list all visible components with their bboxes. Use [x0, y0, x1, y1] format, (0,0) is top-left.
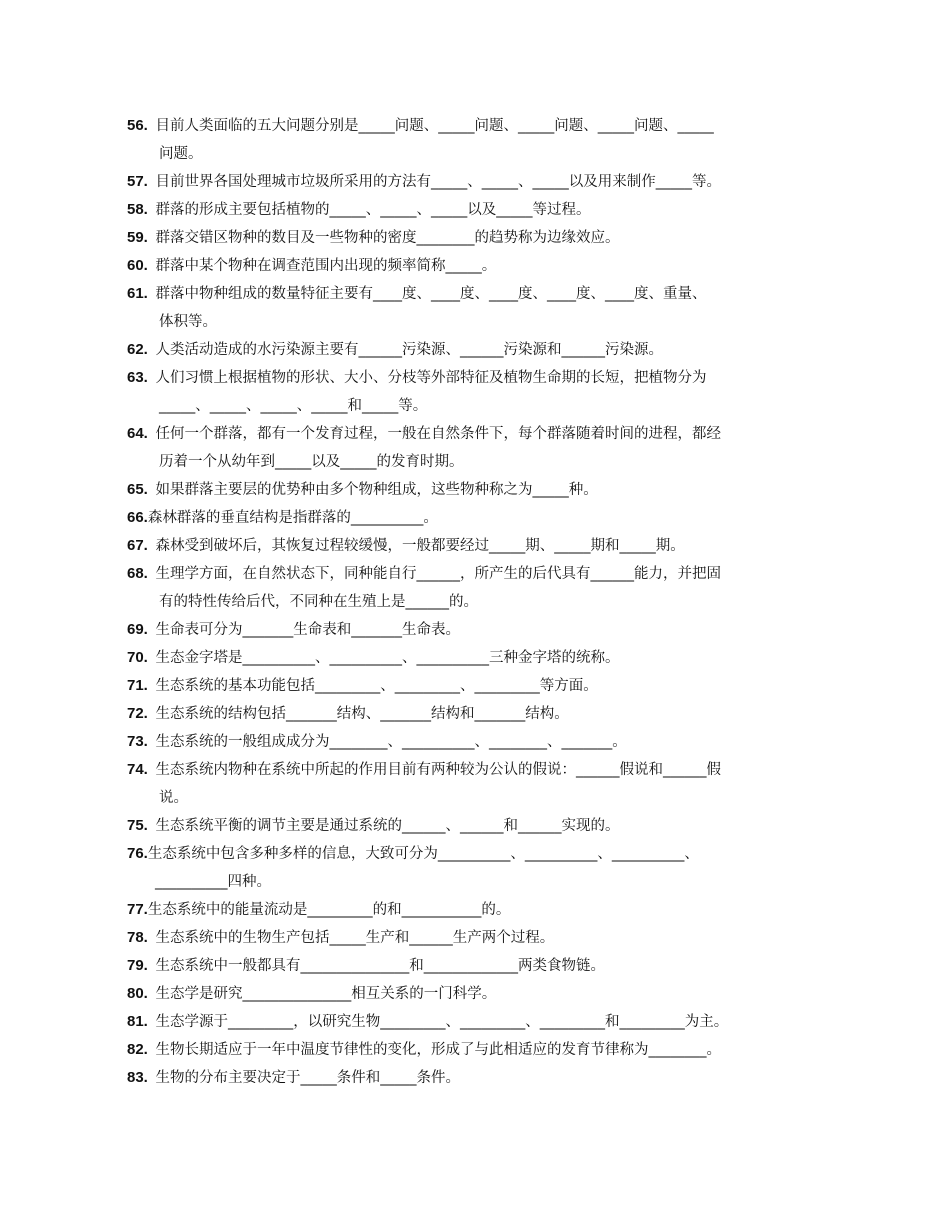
question-number: 75.: [127, 817, 148, 834]
question-text: 群落交错区物种的数目及一些物种的密度________的趋势称为边缘效应。: [155, 230, 620, 246]
question-text: 目前世界各国处理城市垃圾所采用的方法有_____、_____、_____以及用来制作_____等。: [155, 174, 721, 190]
question-number: 67.: [127, 537, 148, 554]
question-number: 83.: [127, 1069, 148, 1086]
question-75: [127, 812, 827, 840]
question-number: 68.: [127, 565, 148, 582]
question-text: 群落中物种组成的数量特征主要有____度、____度、____度、____度、____度、重量、: [155, 286, 707, 302]
question-73: [127, 728, 827, 756]
question-text: 群落的形成主要包括植物的_____、_____、_____以及_____等过程。: [155, 202, 591, 218]
question-text: 生态系统内物种在系统中所起的作用目前有两种较为公认的假说：______假说和______假: [155, 762, 721, 778]
question-text: 生态系统的结构包括_______结构、_______结构和_______结构。: [155, 706, 569, 722]
question-text: 生态系统中的生物生产包括_____生产和______生产两个过程。: [155, 930, 555, 946]
question-text: 群落中某个物种在调查范围内出现的频率简称_____。: [155, 258, 497, 274]
question-text-continued: 体积等。: [159, 314, 217, 330]
question-83: [127, 1064, 827, 1092]
question-66: [127, 504, 827, 532]
question-number: 72.: [127, 705, 148, 722]
question-text: 任何一个群落，都有一个发育过程，一般在自然条件下，每个群落随着时间的进程，都经: [155, 426, 721, 442]
question-number: 69.: [127, 621, 148, 638]
question-text: 人类活动造成的水污染源主要有______污染源、______污染源和______污染源。: [155, 342, 663, 358]
question-number: 62.: [127, 341, 148, 358]
question-number: 80.: [127, 985, 148, 1002]
question-74: [127, 756, 827, 812]
question-number: 60.: [127, 257, 148, 274]
question-number: 58.: [127, 201, 148, 218]
question-text: 生理学方面，在自然状态下，同种能自行______，所产生的后代具有______能力，并把固: [155, 566, 721, 582]
question-number: 66.: [127, 509, 148, 526]
question-number: 74.: [127, 761, 148, 778]
question-text: 生态系统中包含多种多样的信息，大致可分为__________、__________、__________、: [147, 846, 699, 862]
question-number: 65.: [127, 481, 148, 498]
question-60: [127, 252, 827, 280]
question-70: [127, 644, 827, 672]
question-77: [127, 896, 827, 924]
question-64: [127, 420, 827, 476]
question-text: 生物的分布主要决定于_____条件和_____条件。: [155, 1070, 460, 1086]
question-text-continued: __________四种。: [155, 874, 271, 890]
question-82: [127, 1036, 827, 1064]
question-63: [127, 364, 827, 420]
question-number: 77.: [127, 901, 148, 918]
question-78: [127, 924, 827, 952]
question-text: 生命表可分为_______生命表和_______生命表。: [155, 622, 460, 638]
question-61: [127, 280, 827, 336]
question-text: 生态金字塔是__________、__________、__________三种金字塔的统称。: [155, 650, 620, 666]
question-text: 森林群落的垂直结构是指群落的__________。: [147, 510, 438, 526]
question-text: 生态系统中的能量流动是_________的和___________的。: [147, 902, 511, 918]
question-text-continued: 问题。: [159, 146, 203, 162]
question-text: 目前人类面临的五大问题分别是_____问题、_____问题、_____问题、_____问题、_____: [155, 118, 714, 134]
question-76: [127, 840, 827, 896]
question-text-continued: 有的特性传给后代，不同种在生殖上是______的。: [159, 594, 478, 610]
question-68: [127, 560, 827, 616]
question-text: 生物长期适应于一年中温度节律性的变化，形成了与此相适应的发育节律称为________。: [155, 1042, 721, 1058]
question-65: [127, 476, 827, 504]
question-number: 81.: [127, 1013, 148, 1030]
question-59: [127, 224, 827, 252]
question-text-continued: _____、_____、_____、_____和_____等。: [159, 398, 428, 414]
question-79: [127, 952, 827, 980]
question-62: [127, 336, 827, 364]
question-text: 生态系统的基本功能包括_________、_________、_________等方面。: [155, 678, 598, 694]
question-number: 57.: [127, 173, 148, 190]
question-number: 61.: [127, 285, 148, 302]
question-text: 生态系统的一般组成成分为________、__________、________、_______。: [155, 734, 627, 750]
question-text: 森林受到破坏后，其恢复过程较缓慢，一般都要经过_____期、_____期和_____期。: [155, 538, 685, 554]
question-number: 64.: [127, 425, 148, 442]
question-81: [127, 1008, 827, 1036]
question-number: 73.: [127, 733, 148, 750]
question-57: [127, 168, 827, 196]
question-text: 生态系统平衡的调节主要是通过系统的______、______和______实现的。: [155, 818, 620, 834]
question-58: [127, 196, 827, 224]
question-number: 59.: [127, 229, 148, 246]
question-text: 生态学是研究_______________相互关系的一门科学。: [155, 986, 497, 1002]
question-text: 生态学源于_________，以研究生物_________、_________、_________和_________为主。: [155, 1014, 729, 1030]
question-text-continued: 历着一个从幼年到_____以及_____的发育时期。: [159, 454, 464, 470]
question-number: 82.: [127, 1041, 148, 1058]
question-number: 78.: [127, 929, 148, 946]
question-71: [127, 672, 827, 700]
question-number: 76.: [127, 845, 148, 862]
question-text: 人们习惯上根据植物的形状、大小、分枝等外部特征及植物生命期的长短，把植物分为: [155, 370, 707, 386]
question-number: 71.: [127, 677, 148, 694]
question-67: [127, 532, 827, 560]
question-number: 70.: [127, 649, 148, 666]
question-number: 56.: [127, 117, 148, 134]
question-text: 如果群落主要层的优势种由多个物种组成，这些物种称之为_____种。: [155, 482, 598, 498]
question-number: 79.: [127, 957, 148, 974]
question-69: [127, 616, 827, 644]
question-text-continued: 说。: [159, 790, 188, 806]
question-80: [127, 980, 827, 1008]
question-72: [127, 700, 827, 728]
question-number: 63.: [127, 369, 148, 386]
question-text: 生态系统中一般都具有_______________和_____________两类食物链。: [155, 958, 605, 974]
question-56: [127, 112, 827, 168]
